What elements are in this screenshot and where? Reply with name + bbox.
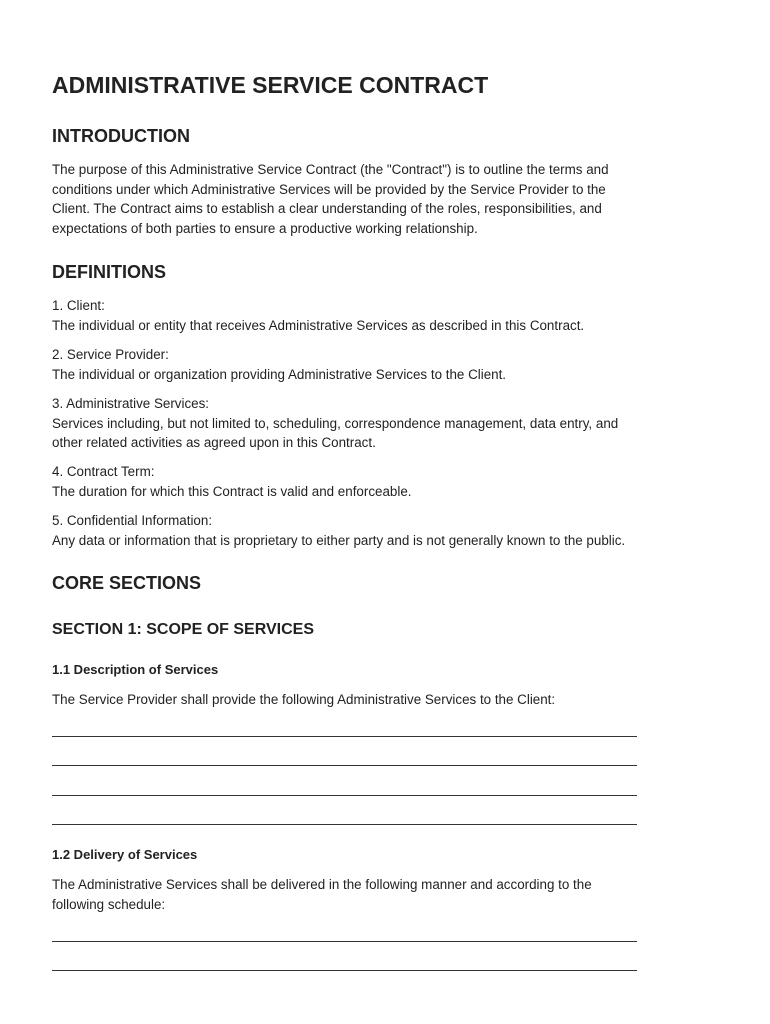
- blank-fill-line[interactable]: [52, 765, 637, 766]
- definition-item-administrative-services: [52, 394, 732, 453]
- definition-item-service-provider: [52, 345, 732, 384]
- definition-item-contract-term: [52, 462, 732, 501]
- blank-fill-line[interactable]: [52, 824, 637, 825]
- subsection-1-1-text: The Service Provider shall provide the following Administrative Services to the Client:: [52, 692, 556, 707]
- core-sections-heading: CORE SECTIONS: [52, 573, 202, 593]
- introduction-paragraph: [52, 160, 722, 238]
- definition-text: The duration for which this Contract is valid and enforceable.: [52, 483, 412, 499]
- introduction-line: conditions under which Administrative Services will be provided by the Service Provider to the: [52, 181, 606, 197]
- blank-fill-line[interactable]: [52, 736, 637, 737]
- definition-item-client: [52, 296, 732, 335]
- document-title: ADMINISTRATIVE SERVICE CONTRACT: [52, 72, 489, 98]
- introduction-line: The purpose of this Administrative Service Contract (the "Contract") is to outline the terms and: [52, 162, 609, 177]
- subsection-1-2-heading: 1.2 Delivery of Services: [52, 847, 198, 862]
- subsection-1-2-line: The Administrative Services shall be delivered in the following manner and according to the: [52, 877, 592, 892]
- definition-term: 3. Administrative Services:: [52, 396, 210, 411]
- introduction-heading: INTRODUCTION: [52, 126, 190, 146]
- definition-text: Any data or information that is proprietary to either party and is not generally known to the public.: [52, 532, 626, 548]
- blank-fill-line[interactable]: [52, 970, 637, 971]
- introduction-line: expectations of both parties to ensure a productive working relationship.: [52, 220, 478, 236]
- definition-item-confidential-information: [52, 511, 732, 550]
- definition-text: Services including, but not limited to, scheduling, correspondence management, data entry, and: [52, 415, 619, 431]
- definition-text: other related activities as agreed upon in this Contract.: [52, 435, 376, 451]
- section-1-heading: SECTION 1: SCOPE OF SERVICES: [52, 621, 314, 638]
- subsection-1-2-text: [52, 875, 722, 914]
- definition-term: 4. Contract Term:: [52, 464, 155, 479]
- definitions-heading: DEFINITIONS: [52, 262, 167, 282]
- blank-fill-line[interactable]: [52, 941, 637, 942]
- introduction-line: Client. The Contract aims to establish a clear understanding of the roles, responsibilities, and: [52, 201, 602, 217]
- subsection-1-1-heading: 1.1 Description of Services: [52, 662, 219, 677]
- subsection-1-2-line: following schedule:: [52, 896, 166, 912]
- blank-fill-line[interactable]: [52, 795, 637, 796]
- definition-text: The individual or organization providing Administrative Services to the Client.: [52, 366, 507, 382]
- definition-term: 5. Confidential Information:: [52, 513, 213, 528]
- definition-text: The individual or entity that receives Administrative Services as described in this Contract.: [52, 317, 585, 333]
- definition-term: 2. Service Provider:: [52, 347, 169, 362]
- definition-term: 1. Client:: [52, 298, 105, 313]
